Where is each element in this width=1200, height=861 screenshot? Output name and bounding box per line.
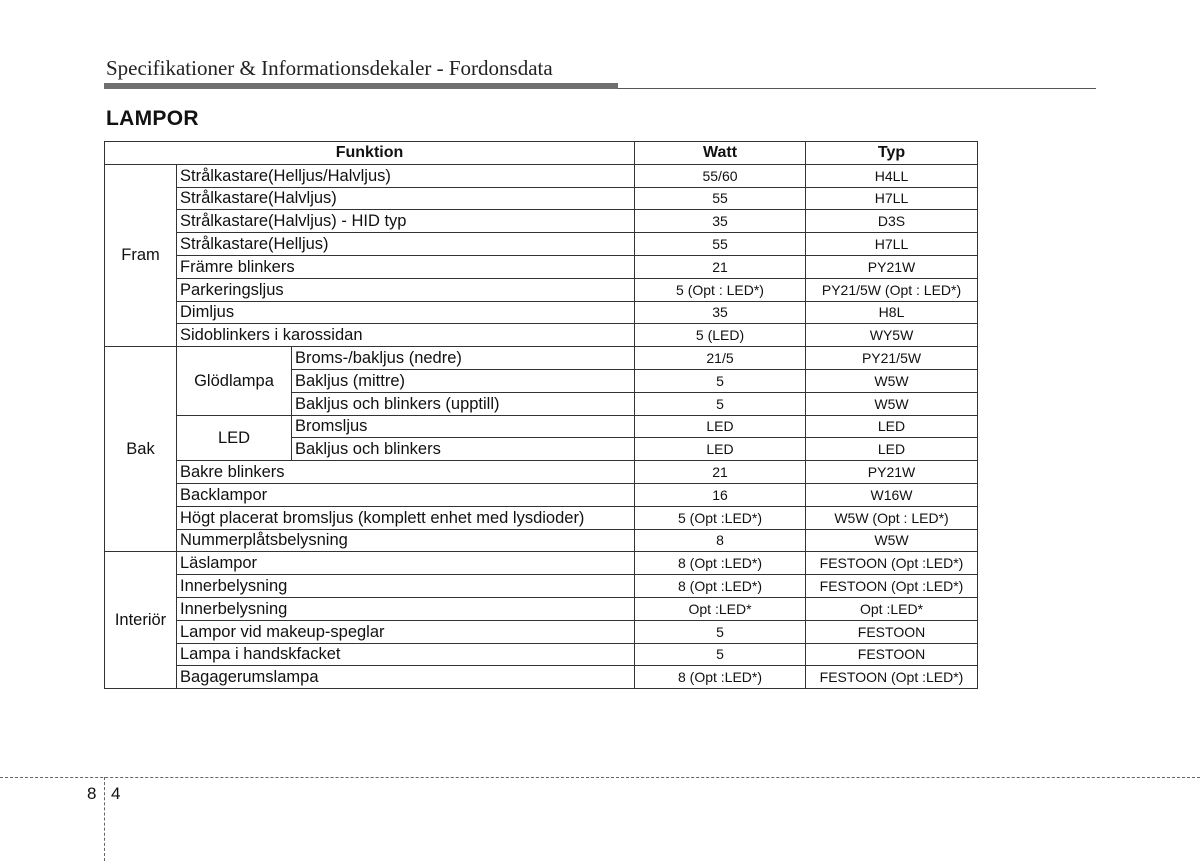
cell-function: Innerbelysning [177,575,635,598]
footer-page-divider [104,777,105,861]
table-row [105,301,978,324]
cell-watt: LED [635,438,806,461]
cell-type: PY21/5W (Opt : LED*) [806,278,978,301]
cell-function: Bakljus (mittre) [292,369,635,392]
cell-type: W5W (Opt : LED*) [806,506,978,529]
table-row [105,666,978,689]
header-watt: Watt [635,142,806,165]
cell-function: Broms-/bakljus (nedre) [292,347,635,370]
subgroup-label-led: LED [177,415,292,461]
cell-type: Opt :LED* [806,597,978,620]
table-row [105,255,978,278]
cell-watt: 5 (Opt :LED*) [635,506,806,529]
cell-function: Backlampor [177,483,635,506]
cell-type: D3S [806,210,978,233]
table-row [105,187,978,210]
subgroup-label-glodlampa: Glödlampa [177,347,292,415]
header-function: Funktion [105,142,635,165]
cell-watt: 21 [635,461,806,484]
cell-type: FESTOON (Opt :LED*) [806,666,978,689]
cell-watt: 5 [635,643,806,666]
cell-type: PY21W [806,461,978,484]
cell-function: Bakljus och blinkers [292,438,635,461]
cell-function: Bagagerumslampa [177,666,635,689]
cell-function: Dimljus [177,301,635,324]
cell-function: Högt placerat bromsljus (komplett enhet med lysdioder) [177,506,635,529]
table-header-row [105,142,978,165]
table-row [105,529,978,552]
table-row [105,643,978,666]
page-chapter-number: 8 [87,784,97,803]
table-row [105,620,978,643]
table-row [105,552,978,575]
header-rule [104,83,618,89]
cell-type: FESTOON [806,620,978,643]
cell-type: PY21/5W [806,347,978,370]
cell-type: W5W [806,529,978,552]
section-title: LAMPOR [106,107,199,130]
table-row [105,461,978,484]
cell-function: Sidoblinkers i karossidan [177,324,635,347]
cell-type: LED [806,415,978,438]
cell-watt: 5 [635,392,806,415]
cell-watt: 5 [635,369,806,392]
cell-watt: 8 (Opt :LED*) [635,552,806,575]
table-row [105,164,978,187]
table-row [105,324,978,347]
cell-function: Främre blinkers [177,255,635,278]
cell-type: LED [806,438,978,461]
cell-function: Bakljus och blinkers (upptill) [292,392,635,415]
cell-function: Bakre blinkers [177,461,635,484]
table-row [105,210,978,233]
cell-type: W5W [806,392,978,415]
cell-type: FESTOON [806,643,978,666]
table-row [105,575,978,598]
cell-watt: LED [635,415,806,438]
header-type: Typ [806,142,978,165]
cell-watt: 21/5 [635,347,806,370]
cell-type: H8L [806,301,978,324]
cell-type: WY5W [806,324,978,347]
cell-function: Parkeringsljus [177,278,635,301]
cell-watt: 5 (LED) [635,324,806,347]
cell-function: Lampor vid makeup-speglar [177,620,635,643]
footer-divider [0,777,1200,778]
cell-function: Nummerplåtsbelysning [177,529,635,552]
cell-watt: Opt :LED* [635,597,806,620]
cell-function: Strålkastare(Halvljus) [177,187,635,210]
cell-watt: 5 [635,620,806,643]
cell-watt: 8 (Opt :LED*) [635,575,806,598]
cell-type: H4LL [806,164,978,187]
group-label-fram: Fram [105,164,177,346]
cell-type: W16W [806,483,978,506]
cell-function: Strålkastare(Helljus) [177,233,635,256]
cell-function: Strålkastare(Helljus/Halvljus) [177,164,635,187]
cell-function: Läslampor [177,552,635,575]
cell-type: H7LL [806,187,978,210]
cell-type: FESTOON (Opt :LED*) [806,575,978,598]
cell-type: W5W [806,369,978,392]
cell-watt: 55 [635,233,806,256]
cell-type: FESTOON (Opt :LED*) [806,552,978,575]
table-row [105,347,978,370]
table-row [105,415,978,438]
table-row [105,278,978,301]
cell-type: H7LL [806,233,978,256]
group-label-interior: Interiör [105,552,177,689]
cell-watt: 5 (Opt : LED*) [635,278,806,301]
cell-watt: 35 [635,210,806,233]
group-label-bak: Bak [105,347,177,552]
table-row [105,597,978,620]
table-row [105,506,978,529]
cell-watt: 55 [635,187,806,210]
cell-function: Strålkastare(Halvljus) - HID typ [177,210,635,233]
cell-watt: 55/60 [635,164,806,187]
cell-watt: 21 [635,255,806,278]
page-number: 4 [111,784,121,803]
table-row [105,233,978,256]
cell-watt: 35 [635,301,806,324]
header-rule-thin [618,88,1096,89]
cell-type: PY21W [806,255,978,278]
lamp-spec-table [104,141,978,689]
cell-function: Bromsljus [292,415,635,438]
cell-function: Innerbelysning [177,597,635,620]
cell-watt: 16 [635,483,806,506]
cell-watt: 8 (Opt :LED*) [635,666,806,689]
page-header-title: Specifikationer & Informationsdekaler - Fordonsdata [106,56,553,80]
table-row [105,483,978,506]
cell-watt: 8 [635,529,806,552]
cell-function: Lampa i handskfacket [177,643,635,666]
